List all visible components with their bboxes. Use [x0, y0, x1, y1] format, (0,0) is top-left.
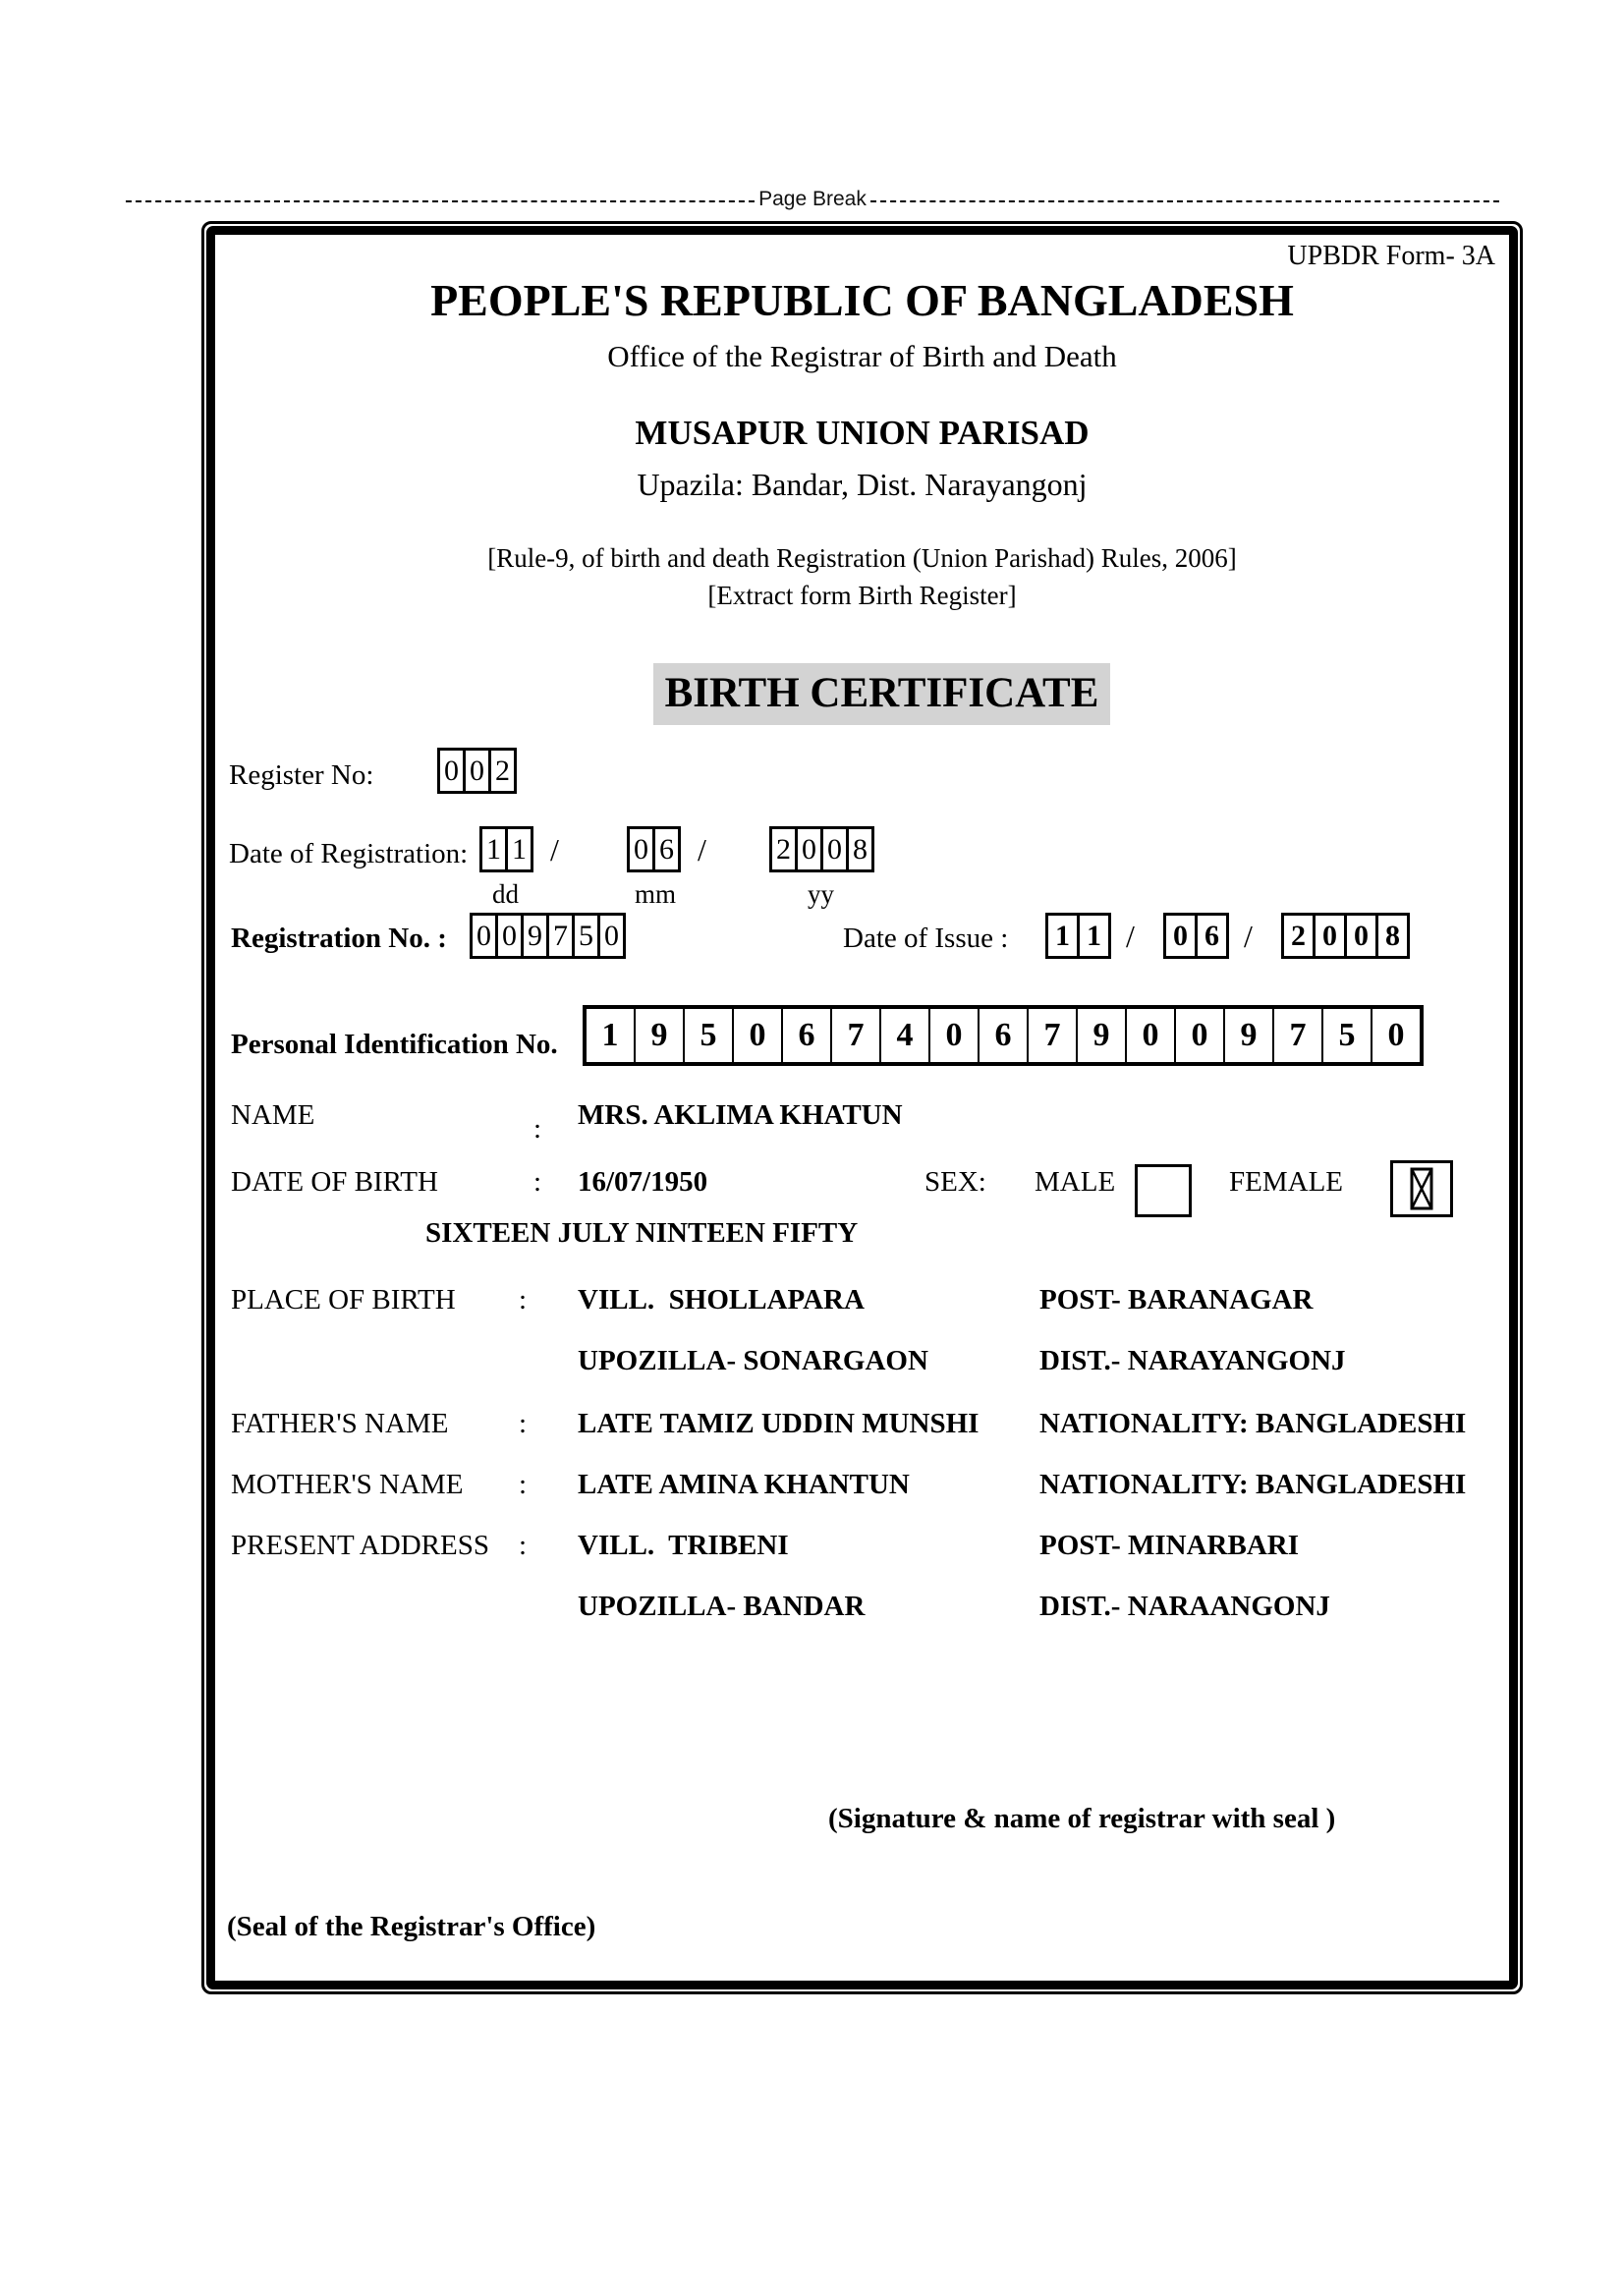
dob-in-words: SIXTEEN JULY NINTEEN FIFTY — [425, 1217, 859, 1249]
father-colon: : — [519, 1408, 528, 1439]
name-value: MRS. AKLIMA KHATUN — [578, 1099, 903, 1131]
digit-cell: 0 — [928, 1007, 980, 1064]
mother-name-label: MOTHER'S NAME — [231, 1469, 464, 1500]
sheet-inner-border — [206, 226, 1518, 1989]
pob-upozilla: UPOZILLA- SONARGAON — [578, 1345, 928, 1376]
registration-mm-boxes — [627, 826, 681, 872]
personal-id-boxes — [583, 1005, 1424, 1066]
digit-cell: 0 — [795, 826, 823, 872]
digit-cell: 1 — [479, 826, 508, 872]
dob-colon: : — [533, 1166, 542, 1198]
name-label: NAME — [231, 1099, 315, 1131]
header-extract-line: [Extract form Birth Register] — [707, 581, 1017, 610]
male-checkbox — [1135, 1164, 1192, 1217]
registration-no-label: Registration No. : — [231, 923, 447, 954]
digit-cell: 2 — [1281, 913, 1316, 959]
father-nationality: NATIONALITY: BANGLADESHI — [1039, 1408, 1467, 1439]
personal-id-label: Personal Identification No. — [231, 1029, 558, 1060]
seal-note: (Seal of the Registrar's Office) — [227, 1911, 596, 1942]
digit-cell: 1 — [505, 826, 533, 872]
digit-cell: 0 — [1313, 913, 1347, 959]
place-of-birth-label: PLACE OF BIRTH — [231, 1284, 456, 1315]
present-village: VILL. TRIBENI — [578, 1530, 789, 1561]
father-name-label: FATHER'S NAME — [231, 1408, 449, 1439]
father-name-value: LATE TAMIZ UDDIN MUNSHI — [578, 1408, 980, 1439]
registration-yy-boxes — [769, 826, 874, 872]
header-rule-line: [Rule-9, of birth and death Registration (Union Parishad) Rules, 2006] — [487, 543, 1237, 573]
digit-cell: 7 — [1272, 1007, 1323, 1064]
digit-cell: 0 — [597, 913, 626, 959]
register-no-boxes — [437, 748, 517, 794]
certificate-sheet — [201, 221, 1523, 1994]
digit-cell: 1 — [585, 1007, 636, 1064]
certificate-content — [215, 235, 1509, 1981]
present-upozilla: UPOZILLA- BANDAR — [578, 1591, 866, 1622]
digit-cell: 0 — [1174, 1007, 1225, 1064]
registration-no-boxes — [470, 913, 626, 959]
digit-cell: 7 — [546, 913, 575, 959]
header-country: PEOPLE'S REPUBLIC OF BANGLADESH — [430, 275, 1294, 325]
certificate-title-row — [215, 645, 1509, 743]
digit-cell: 6 — [781, 1007, 832, 1064]
digit-cell: 0 — [463, 748, 491, 794]
date-slash: / — [1244, 919, 1253, 954]
digit-cell: 6 — [978, 1007, 1029, 1064]
digit-cell: 2 — [769, 826, 798, 872]
date-slash: / — [1126, 919, 1135, 954]
date-slash: / — [698, 832, 706, 868]
digit-cell: 7 — [1027, 1007, 1078, 1064]
digit-cell: 9 — [1223, 1007, 1274, 1064]
register-no-label: Register No: — [229, 759, 374, 791]
digit-cell: 0 — [437, 748, 466, 794]
digit-cell: 0 — [495, 913, 524, 959]
male-label: MALE — [1035, 1166, 1116, 1198]
pob-post: POST- BARANAGAR — [1039, 1284, 1314, 1315]
digit-cell: 0 — [1125, 1007, 1176, 1064]
dd-caption: dd — [492, 879, 519, 909]
digit-cell: 1 — [1077, 913, 1111, 959]
registration-dd-boxes — [479, 826, 533, 872]
name-colon: : — [533, 1113, 542, 1145]
page-break-label: Page Break — [758, 188, 867, 210]
certificate-title: BIRTH CERTIFICATE — [653, 663, 1111, 725]
present-post: POST- MINARBARI — [1039, 1530, 1299, 1561]
sex-label: SEX: — [924, 1166, 986, 1198]
page-break-dash-right — [870, 200, 1499, 202]
digit-cell: 0 — [627, 826, 655, 872]
issue-yy-boxes — [1281, 913, 1410, 959]
present-address-colon: : — [519, 1530, 528, 1561]
digit-cell: 5 — [572, 913, 600, 959]
pob-district: DIST.- NARAYANGONJ — [1039, 1345, 1346, 1376]
dob-label: DATE OF BIRTH — [231, 1166, 438, 1198]
page-break-marker — [126, 189, 1499, 214]
issue-dd-boxes — [1045, 913, 1111, 959]
dob-value: 16/07/1950 — [578, 1166, 708, 1198]
issue-mm-boxes — [1163, 913, 1229, 959]
digit-cell: 6 — [652, 826, 681, 872]
pob-colon: : — [519, 1284, 528, 1315]
header-union-name: MUSAPUR UNION PARISAD — [635, 414, 1090, 452]
digit-cell: 0 — [470, 913, 498, 959]
digit-cell: 0 — [1163, 913, 1198, 959]
digit-cell: 7 — [830, 1007, 881, 1064]
female-check-mark-icon — [1410, 1167, 1433, 1210]
present-address-label: PRESENT ADDRESS — [231, 1530, 489, 1561]
digit-cell: 9 — [634, 1007, 685, 1064]
mother-nationality: NATIONALITY: BANGLADESHI — [1039, 1469, 1467, 1500]
digit-cell: 9 — [1076, 1007, 1127, 1064]
form-code: UPBDR Form- 3A — [1287, 241, 1495, 271]
mother-colon: : — [519, 1469, 528, 1500]
pob-village: VILL. SHOLLAPARA — [578, 1284, 865, 1315]
digit-cell: 5 — [1321, 1007, 1372, 1064]
female-checkbox — [1390, 1160, 1453, 1217]
female-label: FEMALE — [1229, 1166, 1343, 1198]
mm-caption: mm — [635, 879, 677, 909]
page-break-dash-left — [126, 200, 755, 202]
digit-cell: 2 — [488, 748, 517, 794]
signature-note: (Signature & name of registrar with seal ) — [828, 1803, 1336, 1834]
digit-cell: 4 — [879, 1007, 930, 1064]
header-upazila-line: Upazila: Bandar, Dist. Narayangonj — [637, 467, 1088, 502]
date-of-issue-label: Date of Issue : — [843, 923, 1009, 954]
digit-cell: 0 — [820, 826, 849, 872]
date-slash: / — [550, 832, 559, 868]
digit-cell: 5 — [683, 1007, 734, 1064]
digit-cell: 0 — [1344, 913, 1378, 959]
mother-name-value: LATE AMINA KHANTUN — [578, 1469, 910, 1500]
digit-cell: 6 — [1195, 913, 1229, 959]
digit-cell: 9 — [521, 913, 549, 959]
digit-cell: 0 — [732, 1007, 783, 1064]
date-of-registration-label: Date of Registration: — [229, 838, 469, 869]
digit-cell: 8 — [1375, 913, 1410, 959]
digit-cell: 0 — [1371, 1007, 1422, 1064]
digit-cell: 8 — [846, 826, 874, 872]
header-office: Office of the Registrar of Birth and Death — [607, 339, 1117, 373]
digit-cell: 1 — [1045, 913, 1080, 959]
yy-caption: yy — [808, 879, 834, 909]
present-district: DIST.- NARAANGONJ — [1039, 1591, 1330, 1622]
